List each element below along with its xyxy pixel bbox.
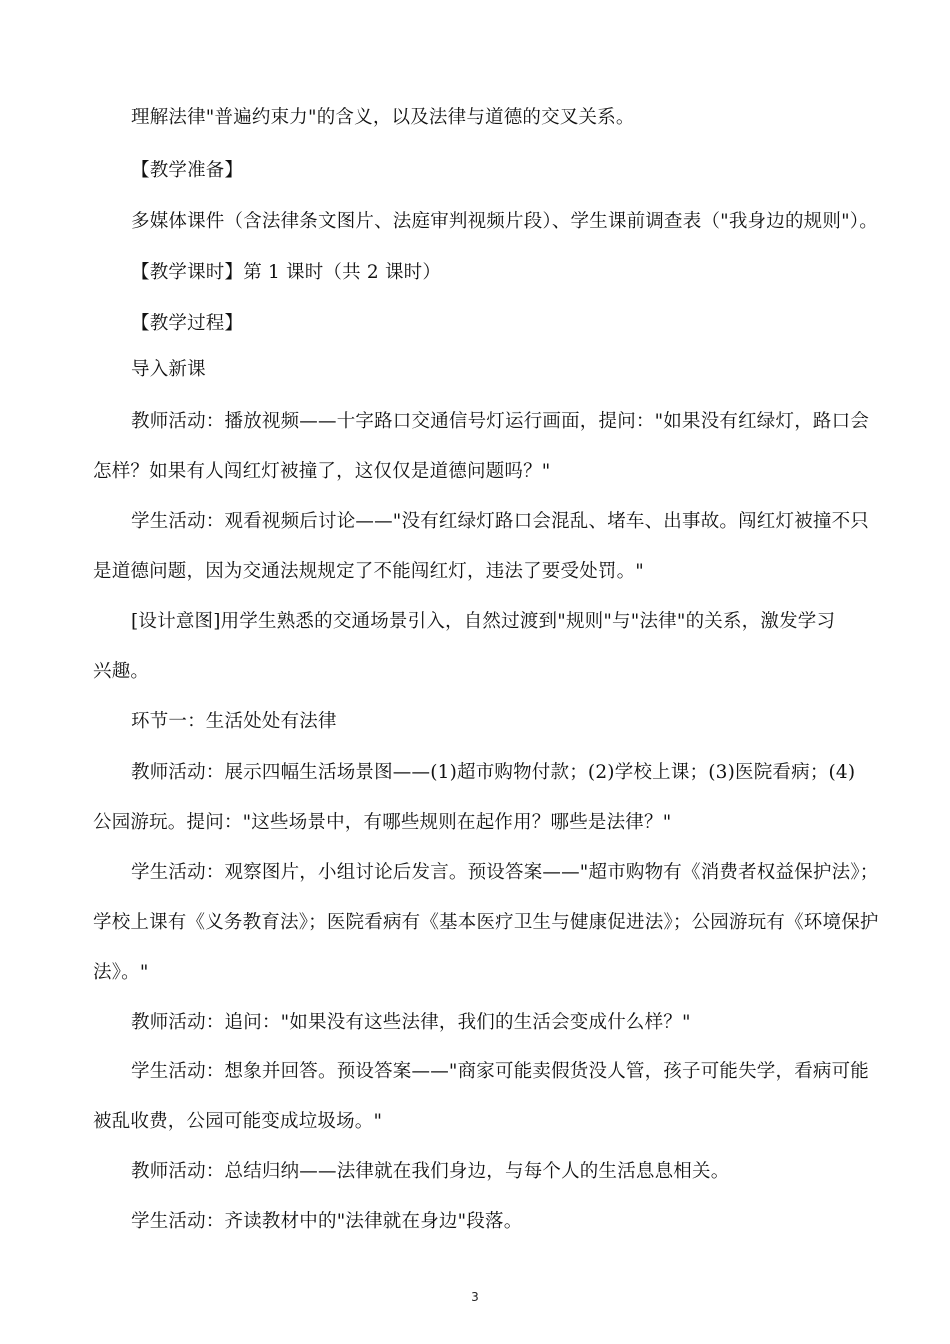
paragraph-line: 被乱收费，公园可能变成垃圾场。": [93, 1111, 383, 1132]
paragraph-line: 学生活动：观看视频后讨论——"没有红绿灯路口会混乱、堵车、出事故。闯红灯被撞不只: [131, 511, 870, 532]
subsection-heading: 环节一：生活处处有法律: [131, 711, 337, 732]
paragraph-line: 学生活动：想象并回答。预设答案——"商家可能卖假货没人管，孩子可能失学，看病可能: [131, 1061, 870, 1082]
paragraph-line: 学生活动：齐读教材中的"法律就在身边"段落。: [131, 1211, 523, 1232]
paragraph-line: 兴趣。: [93, 661, 150, 682]
page-number: 3: [471, 1290, 479, 1304]
paragraph-line: 教师活动：追问："如果没有这些法律，我们的生活会变成什么样？": [131, 1012, 691, 1033]
section-heading: 【教学过程】: [131, 313, 244, 334]
section-heading: 【教学课时】第 1 课时（共 2 课时）: [131, 262, 442, 283]
paragraph-line: 学生活动：观察图片，小组讨论后发言。预设答案——"超市购物有《消费者权益保护法》；: [131, 862, 879, 883]
subsection-heading: 导入新课: [131, 359, 206, 380]
section-heading: 【教学准备】: [131, 160, 244, 181]
paragraph-line: 教师活动：总结归纳——法律就在我们身边，与每个人的生活息息相关。: [131, 1161, 730, 1182]
paragraph-line: 教师活动：展示四幅生活场景图——(1)超市购物付款；(2)学校上课；(3)医院看病；(4): [131, 762, 856, 783]
paragraph-line: [设计意图]用学生熟悉的交通场景引入，自然过渡到"规则"与"法律"的关系，激发学习: [131, 611, 836, 632]
paragraph-line: 多媒体课件（含法律条文图片、法庭审判视频片段）、学生课前调查表（"我身边的规则"）。: [131, 211, 878, 232]
paragraph-line: 理解法律"普遍约束力"的含义，以及法律与道德的交叉关系。: [131, 107, 635, 128]
paragraph-line: 法》。": [93, 962, 149, 983]
paragraph-line: 学校上课有《义务教育法》；医院看病有《基本医疗卫生与健康促进法》；公园游玩有《环境保护: [93, 912, 879, 933]
paragraph-line: 公园游玩。提问："这些场景中，有哪些规则在起作用？哪些是法律？": [93, 812, 672, 833]
paragraph-line: 怎样？如果有人闯红灯被撞了，这仅仅是道德问题吗？": [93, 461, 551, 482]
paragraph-line: 教师活动：播放视频——十字路口交通信号灯运行画面，提问："如果没有红绿灯，路口会: [131, 411, 870, 432]
paragraph-line: 是道德问题，因为交通法规规定了不能闯红灯，违法了要受处罚。": [93, 561, 645, 582]
